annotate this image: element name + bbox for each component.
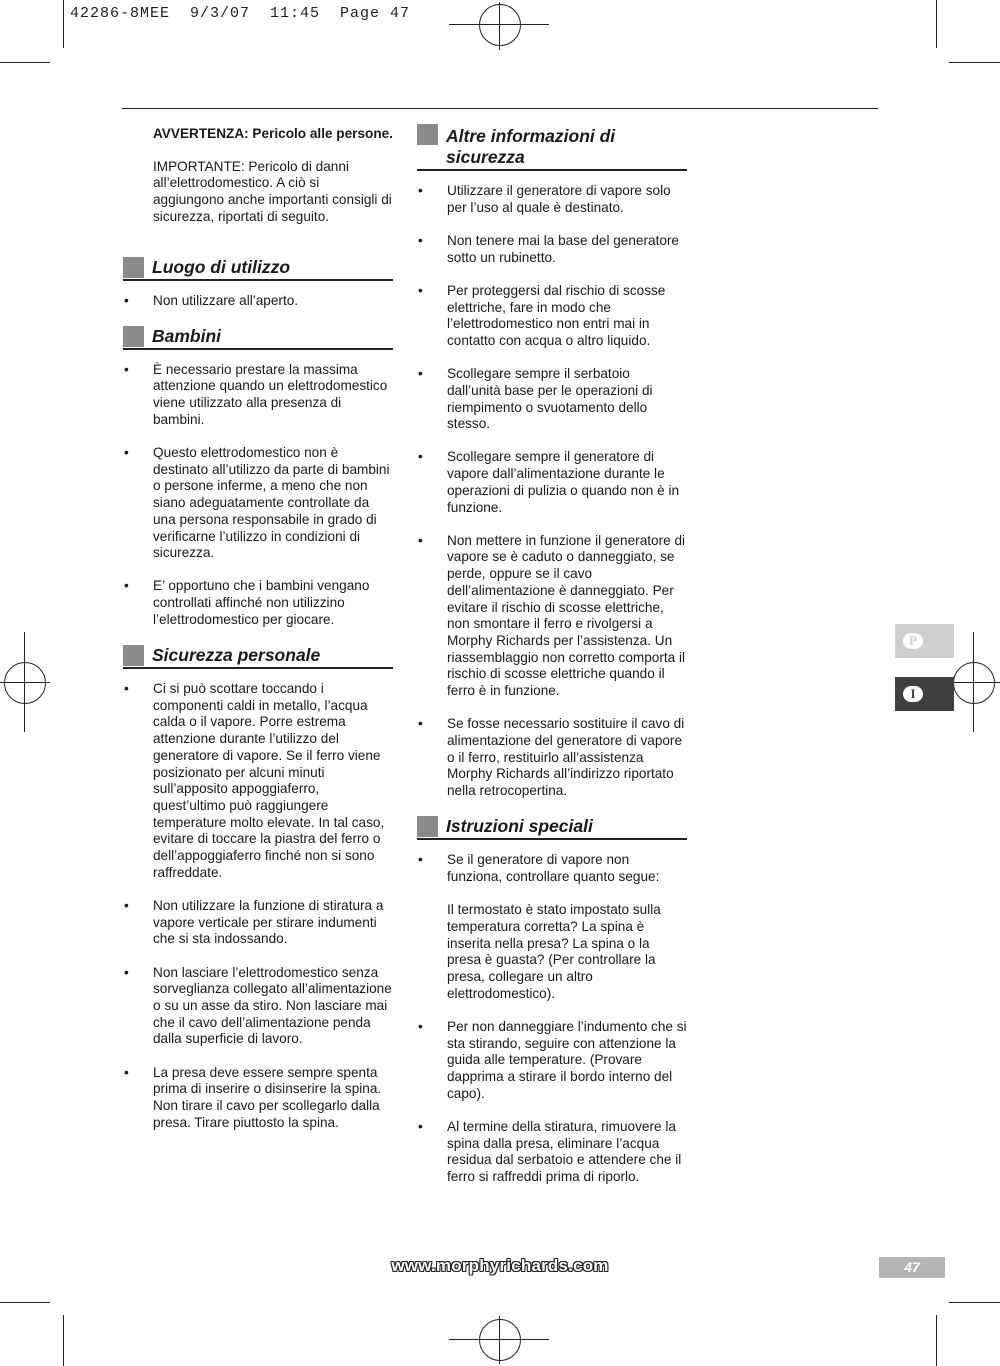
list-istruzioni-speciali xyxy=(417,852,687,1185)
crop-mark xyxy=(63,0,64,48)
crop-mark xyxy=(0,62,50,63)
section-square-icon xyxy=(123,326,144,347)
list-item: • Scollegare sempre il serbatoio dall’unità base per le operazioni di riempimento o svuotamento dello stesso. xyxy=(418,366,653,432)
section-square-icon xyxy=(417,816,438,837)
list-item: • Non lasciare l’elettrodomestico senza sorveglianza collegato all’alimentazione o su un asse da stiro. Non lasciare mai che il cavo dell’alimentazione penda dalla superficie di lavoro. xyxy=(124,964,392,1047)
list-item: • La presa deve essere sempre spenta prima di inserire o disinserire la spina. Non tirare il cavo per scollegarlo dalla presa. Tirare piuttosto la spina. xyxy=(124,1064,382,1130)
crop-mark xyxy=(63,1315,64,1366)
list-item: • Scollegare sempre il generatore di vapore dall’alimentazione durante le operazioni di pulizia o quando non è in funzione. xyxy=(418,449,680,515)
right-column xyxy=(417,126,687,1202)
list-item: • Non utilizzare all’aperto. xyxy=(124,292,299,308)
section-square-icon xyxy=(123,257,144,278)
crop-mark xyxy=(936,1315,937,1366)
list-item: • Non mettere in funzione il generatore di vapore se è caduto o danneggiato, se perde, oppure se il cavo dell’alimentazione è danneggiato. Per evitare il rischio di scosse elettriche, non smontare il ferro e rivolgersi a Morphy Richards per l’assistenza. Un riassemblaggio non corretto comporta il rischio di scosse elettriche quando il ferro è in funzione. xyxy=(418,532,686,699)
language-badge-p: P xyxy=(903,633,923,649)
left-column xyxy=(123,126,393,1148)
list-item: • Se il generatore di vapore non funziona, controllare quanto segue: Il termostato è stato impostato sulla temperatura corretta? La spina è inserita nella presa? La spina o la presa è guasta? (Per controllare la presa, collegare un altro elettrodomestico). xyxy=(418,852,661,1001)
list-item: • Non tenere mai la base del generatore sotto un rubinetto. xyxy=(418,232,679,265)
list-item: • Per non danneggiare l’indumento che si sta stirando, seguire con attenzione la guida alle temperature. (Provare dapprima a stirare il bordo interno del capo). xyxy=(418,1018,687,1101)
section-heading-luogo: Luogo di utilizzo xyxy=(123,257,393,281)
crop-mark xyxy=(949,62,1000,63)
print-slug: 42286-8MEE 9/3/07 11:45 Page 47 xyxy=(70,5,411,22)
list-altre-informazioni xyxy=(417,183,687,800)
warning-block xyxy=(153,126,393,226)
list-item: • Ci si può scottare toccando i componenti caldi in metallo, l’acqua calda o il vapore. Porre estrema attenzione durante l’utilizzo del generatore di vapore. Se il ferro viene posizionato per alcuni minuti sull’apposito appoggiaferro, quest’ultimo può raggiungere temperature molto elevate. In tal caso, evitare di toccare la piastra del ferro o dell’appoggiaferro finché non si sono raffreddate. xyxy=(124,681,385,880)
list-item: • E’ opportuno che i bambini vengano controllati affinché non utilizzino l’elettrodomestico per giocare. xyxy=(124,578,370,627)
language-tab-p xyxy=(895,624,954,658)
list-item: • Non utilizzare la funzione di stiratura a vapore verticale per stirare indumenti che si sta indossando. xyxy=(124,898,384,947)
top-rule xyxy=(122,108,878,109)
list-item: • Questo elettrodomestico non è destinato all’utilizzo da parte di bambini o persone inferme, a meno che non siano adeguatamente controllate da una persona responsabile in grado di verificarne l’utilizzo in condizioni di sicurezza. xyxy=(124,445,390,561)
section-heading-sicurezza-personale: Sicurezza personale xyxy=(123,645,393,669)
footer-website: www.morphyrichards.com xyxy=(391,1256,609,1275)
section-heading-istruzioni-speciali: Istruzioni speciali xyxy=(417,816,687,840)
language-badge-i: I xyxy=(903,686,923,702)
warning-heading: AVVERTENZA: Pericolo alle persone. xyxy=(153,126,393,141)
warning-text: IMPORTANTE: Pericolo di danni all’elettrodomestico. A ciò si aggiungono anche importanti consigli di sicurezza, riportati di seguito. xyxy=(153,158,392,224)
list-bambini xyxy=(123,362,393,629)
list-item: • Per proteggersi dal rischio di scosse elettriche, fare in modo che l’elettrodomestico non entri mai in contatto con acqua o altro liquido. xyxy=(418,282,666,348)
section-heading-altre-informazioni: Altre informazioni di sicurezza xyxy=(417,126,687,171)
list-item: • Al termine della stiratura, rimuovere la spina dalla presa, eliminare l’acqua residua dal serbatoio e attendere che il ferro si raffreddi prima di riporlo. xyxy=(418,1118,682,1185)
section-square-icon xyxy=(417,124,438,145)
crop-mark xyxy=(0,1302,50,1303)
list-item: • Se fosse necessario sostituire il cavo di alimentazione del generatore di vapore o il ferro, restituirlo all’assistenza Morphy Richards all’indirizzo riportato nella retrocopertina. xyxy=(418,716,685,799)
page-number: 47 xyxy=(879,1257,945,1278)
list-sicurezza-personale xyxy=(123,681,393,1131)
list-luogo xyxy=(123,293,393,310)
section-heading-bambini: Bambini xyxy=(123,326,393,350)
list-item: • È necessario prestare la massima attenzione quando un elettrodomestico viene utilizzato alla presenza di bambini. xyxy=(124,361,388,427)
section-square-icon xyxy=(123,645,144,666)
crop-mark xyxy=(936,0,937,48)
crop-mark xyxy=(949,1302,1000,1303)
language-tab-i xyxy=(895,677,954,711)
list-item: • Utilizzare il generatore di vapore solo per l’uso al quale è destinato. xyxy=(418,183,671,215)
